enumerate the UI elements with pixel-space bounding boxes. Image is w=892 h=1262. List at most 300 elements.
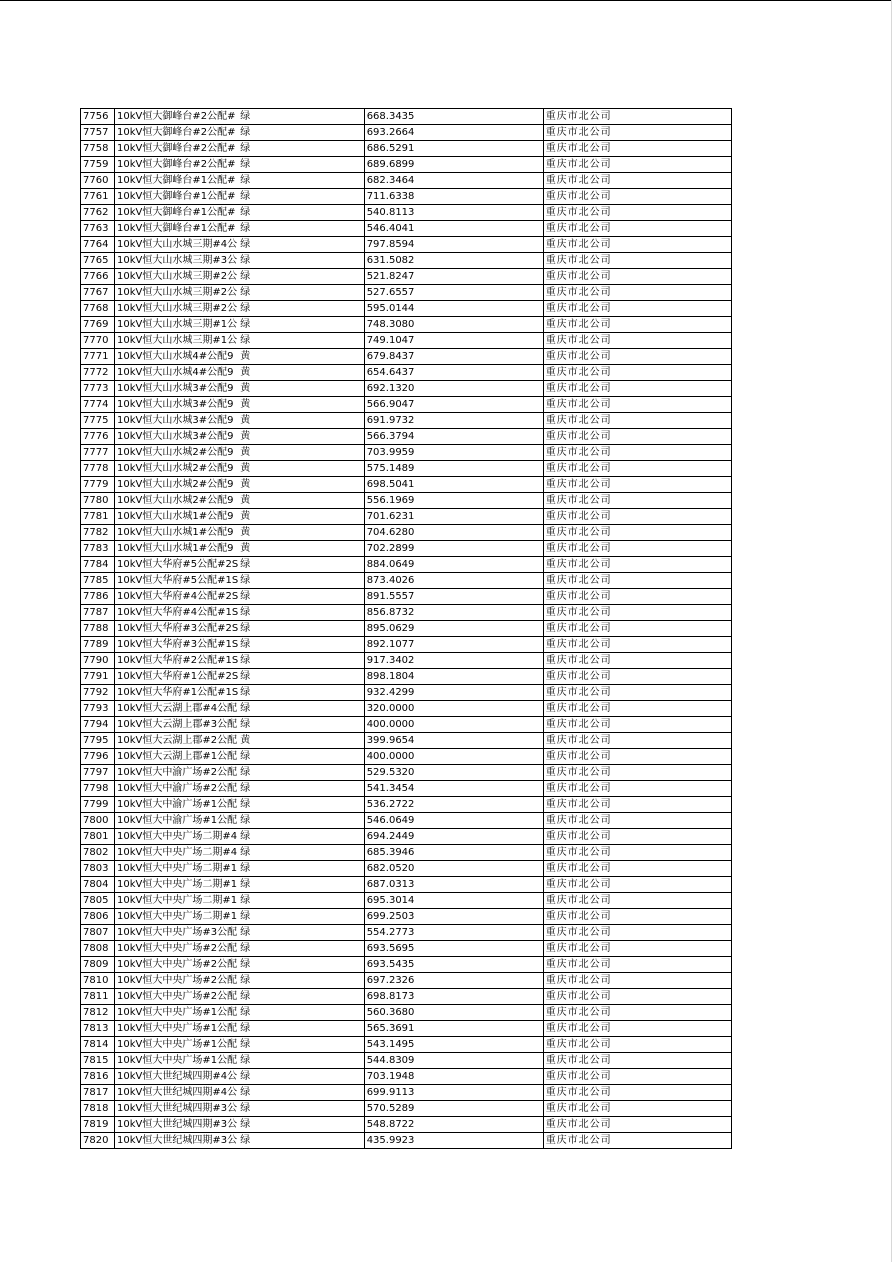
- row-status-color-cell: 绿: [238, 141, 364, 157]
- row-status-color-cell: 黄: [238, 429, 364, 445]
- row-name-cell: 10kV恒大中央广场#1公配: [115, 1053, 239, 1069]
- table-row: [81, 381, 732, 397]
- row-id-cell: 7758: [81, 141, 115, 157]
- row-value-cell: 548.8722: [364, 1117, 543, 1133]
- row-id-cell: 7801: [81, 829, 115, 845]
- row-name-cell: 10kV恒大山水城1#公配9: [115, 525, 239, 541]
- row-id-cell: 7797: [81, 765, 115, 781]
- row-id-cell: 7765: [81, 253, 115, 269]
- row-value-cell: 566.3794: [364, 429, 543, 445]
- row-id-cell: 7764: [81, 237, 115, 253]
- row-org-cell: 重庆市北公司: [543, 221, 731, 237]
- row-value-cell: 529.5320: [364, 765, 543, 781]
- row-org-cell: 重庆市北公司: [543, 845, 731, 861]
- row-name-cell: 10kV恒大山水城4#公配9: [115, 349, 239, 365]
- row-status-color-cell: 绿: [238, 237, 364, 253]
- row-org-cell: 重庆市北公司: [543, 493, 731, 509]
- row-status-color-cell: 黄: [238, 445, 364, 461]
- row-name-cell: 10kV恒大山水城2#公配9: [115, 477, 239, 493]
- row-value-cell: 570.5289: [364, 1101, 543, 1117]
- row-org-cell: 重庆市北公司: [543, 269, 731, 285]
- row-org-cell: 重庆市北公司: [543, 237, 731, 253]
- row-value-cell: 932.4299: [364, 685, 543, 701]
- row-value-cell: 704.6280: [364, 525, 543, 541]
- row-value-cell: 400.0000: [364, 717, 543, 733]
- row-org-cell: 重庆市北公司: [543, 349, 731, 365]
- table-row: [81, 301, 732, 317]
- row-id-cell: 7773: [81, 381, 115, 397]
- row-value-cell: 682.3464: [364, 173, 543, 189]
- row-id-cell: 7789: [81, 637, 115, 653]
- row-name-cell: 10kV恒大中央广场二期#4: [115, 829, 239, 845]
- row-value-cell: 682.0520: [364, 861, 543, 877]
- row-org-cell: 重庆市北公司: [543, 397, 731, 413]
- row-id-cell: 7799: [81, 797, 115, 813]
- row-name-cell: 10kV恒大山水城3#公配9: [115, 429, 239, 445]
- row-status-color-cell: 绿: [238, 269, 364, 285]
- row-id-cell: 7796: [81, 749, 115, 765]
- row-status-color-cell: 黄: [238, 493, 364, 509]
- table-row: [81, 477, 732, 493]
- row-name-cell: 10kV恒大御峰台#2公配#: [115, 141, 239, 157]
- page-top-border: [0, 0, 892, 1]
- row-name-cell: 10kV恒大中央广场二期#4: [115, 845, 239, 861]
- row-id-cell: 7769: [81, 317, 115, 333]
- row-status-color-cell: 绿: [238, 765, 364, 781]
- row-value-cell: 631.5082: [364, 253, 543, 269]
- row-org-cell: 重庆市北公司: [543, 813, 731, 829]
- row-org-cell: 重庆市北公司: [543, 1069, 731, 1085]
- row-value-cell: 400.0000: [364, 749, 543, 765]
- row-id-cell: 7802: [81, 845, 115, 861]
- row-value-cell: 565.3691: [364, 1021, 543, 1037]
- table-row: [81, 1021, 732, 1037]
- table-row: [81, 525, 732, 541]
- row-name-cell: 10kV恒大中渝广场#2公配: [115, 781, 239, 797]
- row-org-cell: 重庆市北公司: [543, 381, 731, 397]
- row-org-cell: 重庆市北公司: [543, 445, 731, 461]
- row-value-cell: 711.6338: [364, 189, 543, 205]
- row-org-cell: 重庆市北公司: [543, 973, 731, 989]
- row-id-cell: 7803: [81, 861, 115, 877]
- table-row: [81, 701, 732, 717]
- table-row: [81, 1037, 732, 1053]
- row-status-color-cell: 绿: [238, 829, 364, 845]
- row-org-cell: 重庆市北公司: [543, 205, 731, 221]
- table-row: [81, 845, 732, 861]
- row-value-cell: 748.3080: [364, 317, 543, 333]
- table-row: [81, 429, 732, 445]
- row-status-color-cell: 绿: [238, 909, 364, 925]
- row-id-cell: 7794: [81, 717, 115, 733]
- row-name-cell: 10kV恒大中央广场#3公配: [115, 925, 239, 941]
- row-value-cell: 693.5435: [364, 957, 543, 973]
- row-value-cell: 541.3454: [364, 781, 543, 797]
- row-status-color-cell: 绿: [238, 1005, 364, 1021]
- row-name-cell: 10kV恒大中央广场二期#1: [115, 861, 239, 877]
- row-name-cell: 10kV恒大云湖上郡#3公配: [115, 717, 239, 733]
- row-org-cell: 重庆市北公司: [543, 509, 731, 525]
- row-org-cell: 重庆市北公司: [543, 1133, 731, 1149]
- row-org-cell: 重庆市北公司: [543, 1101, 731, 1117]
- row-org-cell: 重庆市北公司: [543, 333, 731, 349]
- row-value-cell: 693.2664: [364, 125, 543, 141]
- row-org-cell: 重庆市北公司: [543, 781, 731, 797]
- row-status-color-cell: 绿: [238, 573, 364, 589]
- row-value-cell: 701.6231: [364, 509, 543, 525]
- row-value-cell: 527.6557: [364, 285, 543, 301]
- row-id-cell: 7759: [81, 157, 115, 173]
- row-org-cell: 重庆市北公司: [543, 141, 731, 157]
- row-org-cell: 重庆市北公司: [543, 861, 731, 877]
- table-row: [81, 1005, 732, 1021]
- row-name-cell: 10kV恒大中央广场#1公配: [115, 1005, 239, 1021]
- row-id-cell: 7766: [81, 269, 115, 285]
- row-value-cell: 560.3680: [364, 1005, 543, 1021]
- row-name-cell: 10kV恒大云湖上郡#4公配: [115, 701, 239, 717]
- table-row: [81, 861, 732, 877]
- row-id-cell: 7816: [81, 1069, 115, 1085]
- row-org-cell: 重庆市北公司: [543, 589, 731, 605]
- row-value-cell: 703.9959: [364, 445, 543, 461]
- row-name-cell: 10kV恒大御峰台#1公配#: [115, 205, 239, 221]
- table-row: [81, 317, 732, 333]
- row-status-color-cell: 绿: [238, 1085, 364, 1101]
- table-row: [81, 285, 732, 301]
- row-id-cell: 7807: [81, 925, 115, 941]
- row-value-cell: 685.3946: [364, 845, 543, 861]
- row-id-cell: 7791: [81, 669, 115, 685]
- row-id-cell: 7779: [81, 477, 115, 493]
- row-id-cell: 7771: [81, 349, 115, 365]
- row-name-cell: 10kV恒大御峰台#2公配#: [115, 157, 239, 173]
- row-id-cell: 7760: [81, 173, 115, 189]
- row-value-cell: 575.1489: [364, 461, 543, 477]
- row-name-cell: 10kV恒大山水城三期#2公: [115, 301, 239, 317]
- row-id-cell: 7800: [81, 813, 115, 829]
- row-status-color-cell: 绿: [238, 1117, 364, 1133]
- row-status-color-cell: 绿: [238, 221, 364, 237]
- row-org-cell: 重庆市北公司: [543, 157, 731, 173]
- row-value-cell: 536.2722: [364, 797, 543, 813]
- row-org-cell: 重庆市北公司: [543, 253, 731, 269]
- table-row: [81, 541, 732, 557]
- row-status-color-cell: 绿: [238, 285, 364, 301]
- row-id-cell: 7790: [81, 653, 115, 669]
- row-org-cell: 重庆市北公司: [543, 1053, 731, 1069]
- row-id-cell: 7792: [81, 685, 115, 701]
- row-name-cell: 10kV恒大山水城三期#1公: [115, 333, 239, 349]
- row-org-cell: 重庆市北公司: [543, 301, 731, 317]
- table-row: [81, 221, 732, 237]
- row-name-cell: 10kV恒大山水城3#公配9: [115, 413, 239, 429]
- row-id-cell: 7784: [81, 557, 115, 573]
- row-name-cell: 10kV恒大山水城2#公配9: [115, 493, 239, 509]
- row-value-cell: 668.3435: [364, 109, 543, 125]
- table-row: [81, 253, 732, 269]
- table-row: [81, 765, 732, 781]
- row-id-cell: 7783: [81, 541, 115, 557]
- row-value-cell: 320.0000: [364, 701, 543, 717]
- row-name-cell: 10kV恒大中央广场二期#1: [115, 909, 239, 925]
- row-name-cell: 10kV恒大世纪城四期#4公: [115, 1085, 239, 1101]
- row-id-cell: 7804: [81, 877, 115, 893]
- row-status-color-cell: 绿: [238, 109, 364, 125]
- row-name-cell: 10kV恒大御峰台#2公配#: [115, 125, 239, 141]
- row-status-color-cell: 绿: [238, 845, 364, 861]
- table-row: [81, 509, 732, 525]
- row-value-cell: 892.1077: [364, 637, 543, 653]
- row-name-cell: 10kV恒大中渝广场#1公配: [115, 797, 239, 813]
- row-status-color-cell: 绿: [238, 653, 364, 669]
- row-name-cell: 10kV恒大中央广场二期#1: [115, 877, 239, 893]
- row-name-cell: 10kV恒大中央广场#2公配: [115, 973, 239, 989]
- table-row: [81, 461, 732, 477]
- row-id-cell: 7805: [81, 893, 115, 909]
- row-value-cell: 546.0649: [364, 813, 543, 829]
- row-status-color-cell: 绿: [238, 589, 364, 605]
- row-name-cell: 10kV恒大山水城三期#3公: [115, 253, 239, 269]
- row-id-cell: 7786: [81, 589, 115, 605]
- row-status-color-cell: 绿: [238, 861, 364, 877]
- row-id-cell: 7793: [81, 701, 115, 717]
- table-row: [81, 1053, 732, 1069]
- row-name-cell: 10kV恒大中渝广场#1公配: [115, 813, 239, 829]
- row-id-cell: 7820: [81, 1133, 115, 1149]
- row-status-color-cell: 黄: [238, 381, 364, 397]
- row-status-color-cell: 黄: [238, 413, 364, 429]
- row-id-cell: 7777: [81, 445, 115, 461]
- row-value-cell: 435.9923: [364, 1133, 543, 1149]
- row-status-color-cell: 绿: [238, 605, 364, 621]
- row-org-cell: 重庆市北公司: [543, 541, 731, 557]
- row-value-cell: 543.1495: [364, 1037, 543, 1053]
- table-row: [81, 1069, 732, 1085]
- table-row: [81, 957, 732, 973]
- row-status-color-cell: 黄: [238, 461, 364, 477]
- row-name-cell: 10kV恒大世纪城四期#3公: [115, 1101, 239, 1117]
- row-name-cell: 10kV恒大山水城三期#1公: [115, 317, 239, 333]
- row-value-cell: 689.6899: [364, 157, 543, 173]
- row-name-cell: 10kV恒大华府#1公配#1S: [115, 685, 239, 701]
- row-org-cell: 重庆市北公司: [543, 637, 731, 653]
- row-value-cell: 554.2773: [364, 925, 543, 941]
- table-row: [81, 669, 732, 685]
- row-org-cell: 重庆市北公司: [543, 429, 731, 445]
- row-id-cell: 7768: [81, 301, 115, 317]
- row-status-color-cell: 绿: [238, 205, 364, 221]
- row-org-cell: 重庆市北公司: [543, 893, 731, 909]
- row-id-cell: 7780: [81, 493, 115, 509]
- table-row: [81, 621, 732, 637]
- row-id-cell: 7788: [81, 621, 115, 637]
- row-name-cell: 10kV恒大华府#2公配#1S: [115, 653, 239, 669]
- row-org-cell: 重庆市北公司: [543, 941, 731, 957]
- table-row: [81, 141, 732, 157]
- row-id-cell: 7775: [81, 413, 115, 429]
- row-name-cell: 10kV恒大华府#3公配#2S: [115, 621, 239, 637]
- row-value-cell: 546.4041: [364, 221, 543, 237]
- table-row: [81, 445, 732, 461]
- row-status-color-cell: 绿: [238, 1101, 364, 1117]
- row-value-cell: 693.5695: [364, 941, 543, 957]
- table-row: [81, 653, 732, 669]
- row-name-cell: 10kV恒大山水城三期#4公: [115, 237, 239, 253]
- row-status-color-cell: 绿: [238, 957, 364, 973]
- row-org-cell: 重庆市北公司: [543, 573, 731, 589]
- row-id-cell: 7756: [81, 109, 115, 125]
- row-name-cell: 10kV恒大山水城三期#2公: [115, 269, 239, 285]
- row-status-color-cell: 绿: [238, 701, 364, 717]
- row-status-color-cell: 绿: [238, 189, 364, 205]
- row-name-cell: 10kV恒大华府#1公配#2S: [115, 669, 239, 685]
- row-value-cell: 699.9113: [364, 1085, 543, 1101]
- row-id-cell: 7808: [81, 941, 115, 957]
- row-status-color-cell: 绿: [238, 973, 364, 989]
- row-name-cell: 10kV恒大云湖上郡#1公配: [115, 749, 239, 765]
- row-status-color-cell: 绿: [238, 637, 364, 653]
- row-id-cell: 7767: [81, 285, 115, 301]
- row-status-color-cell: 黄: [238, 541, 364, 557]
- row-id-cell: 7787: [81, 605, 115, 621]
- row-status-color-cell: 绿: [238, 925, 364, 941]
- row-org-cell: 重庆市北公司: [543, 717, 731, 733]
- row-status-color-cell: 绿: [238, 685, 364, 701]
- row-status-color-cell: 绿: [238, 1037, 364, 1053]
- row-value-cell: 698.8173: [364, 989, 543, 1005]
- table-row: [81, 877, 732, 893]
- table-row: [81, 1085, 732, 1101]
- row-status-color-cell: 绿: [238, 749, 364, 765]
- table-row: [81, 925, 732, 941]
- row-name-cell: 10kV恒大中央广场#2公配: [115, 941, 239, 957]
- row-id-cell: 7762: [81, 205, 115, 221]
- table-row: [81, 637, 732, 653]
- row-name-cell: 10kV恒大华府#4公配#1S: [115, 605, 239, 621]
- row-status-color-cell: 绿: [238, 557, 364, 573]
- row-value-cell: 540.8113: [364, 205, 543, 221]
- row-name-cell: 10kV恒大御峰台#2公配#: [115, 109, 239, 125]
- table-row: [81, 413, 732, 429]
- row-id-cell: 7776: [81, 429, 115, 445]
- row-org-cell: 重庆市北公司: [543, 317, 731, 333]
- row-id-cell: 7809: [81, 957, 115, 973]
- row-value-cell: 686.5291: [364, 141, 543, 157]
- row-name-cell: 10kV恒大中央广场二期#1: [115, 893, 239, 909]
- table-row: [81, 685, 732, 701]
- row-id-cell: 7806: [81, 909, 115, 925]
- table-row: [81, 733, 732, 749]
- table-row: [81, 173, 732, 189]
- row-value-cell: 691.9732: [364, 413, 543, 429]
- data-table-body: [81, 109, 732, 1149]
- row-id-cell: 7774: [81, 397, 115, 413]
- table-row: [81, 893, 732, 909]
- row-name-cell: 10kV恒大世纪城四期#4公: [115, 1069, 239, 1085]
- table-row: [81, 973, 732, 989]
- row-status-color-cell: 绿: [238, 797, 364, 813]
- row-org-cell: 重庆市北公司: [543, 605, 731, 621]
- table-row: [81, 189, 732, 205]
- row-value-cell: 695.3014: [364, 893, 543, 909]
- row-status-color-cell: 绿: [238, 253, 364, 269]
- row-name-cell: 10kV恒大山水城2#公配9: [115, 445, 239, 461]
- row-id-cell: 7778: [81, 461, 115, 477]
- row-value-cell: 654.6437: [364, 365, 543, 381]
- row-org-cell: 重庆市北公司: [543, 525, 731, 541]
- data-table: [80, 108, 732, 1149]
- table-row: [81, 349, 732, 365]
- row-org-cell: 重庆市北公司: [543, 1085, 731, 1101]
- table-row: [81, 1101, 732, 1117]
- row-org-cell: 重庆市北公司: [543, 701, 731, 717]
- row-status-color-cell: 黄: [238, 477, 364, 493]
- row-value-cell: 679.8437: [364, 349, 543, 365]
- row-org-cell: 重庆市北公司: [543, 669, 731, 685]
- row-value-cell: 544.8309: [364, 1053, 543, 1069]
- table-row: [81, 333, 732, 349]
- row-id-cell: 7814: [81, 1037, 115, 1053]
- table-row: [81, 989, 732, 1005]
- row-value-cell: 399.9654: [364, 733, 543, 749]
- row-value-cell: 891.5557: [364, 589, 543, 605]
- row-name-cell: 10kV恒大山水城3#公配9: [115, 397, 239, 413]
- row-org-cell: 重庆市北公司: [543, 413, 731, 429]
- row-org-cell: 重庆市北公司: [543, 653, 731, 669]
- row-org-cell: 重庆市北公司: [543, 173, 731, 189]
- row-value-cell: 566.9047: [364, 397, 543, 413]
- row-value-cell: 702.2899: [364, 541, 543, 557]
- row-id-cell: 7819: [81, 1117, 115, 1133]
- table-row: [81, 813, 732, 829]
- row-org-cell: 重庆市北公司: [543, 461, 731, 477]
- row-org-cell: 重庆市北公司: [543, 989, 731, 1005]
- table-row: [81, 493, 732, 509]
- row-name-cell: 10kV恒大山水城三期#2公: [115, 285, 239, 301]
- row-org-cell: 重庆市北公司: [543, 125, 731, 141]
- row-value-cell: 884.0649: [364, 557, 543, 573]
- table-row: [81, 557, 732, 573]
- table-row: [81, 589, 732, 605]
- table-row: [81, 797, 732, 813]
- row-id-cell: 7757: [81, 125, 115, 141]
- row-status-color-cell: 绿: [238, 893, 364, 909]
- row-org-cell: 重庆市北公司: [543, 621, 731, 637]
- row-name-cell: 10kV恒大华府#5公配#1S: [115, 573, 239, 589]
- row-name-cell: 10kV恒大山水城1#公配9: [115, 509, 239, 525]
- row-id-cell: 7761: [81, 189, 115, 205]
- table-row: [81, 749, 732, 765]
- row-status-color-cell: 绿: [238, 1133, 364, 1149]
- table-row: [81, 365, 732, 381]
- row-org-cell: 重庆市北公司: [543, 829, 731, 845]
- row-org-cell: 重庆市北公司: [543, 749, 731, 765]
- row-org-cell: 重庆市北公司: [543, 109, 731, 125]
- table-row: [81, 829, 732, 845]
- row-status-color-cell: 绿: [238, 333, 364, 349]
- row-org-cell: 重庆市北公司: [543, 1005, 731, 1021]
- table-row: [81, 1133, 732, 1149]
- table-row: [81, 717, 732, 733]
- table-row: [81, 909, 732, 925]
- table-row: [81, 397, 732, 413]
- row-id-cell: 7782: [81, 525, 115, 541]
- row-status-color-cell: 黄: [238, 525, 364, 541]
- row-value-cell: 898.1804: [364, 669, 543, 685]
- row-status-color-cell: 黄: [238, 733, 364, 749]
- table-row: [81, 941, 732, 957]
- row-id-cell: 7770: [81, 333, 115, 349]
